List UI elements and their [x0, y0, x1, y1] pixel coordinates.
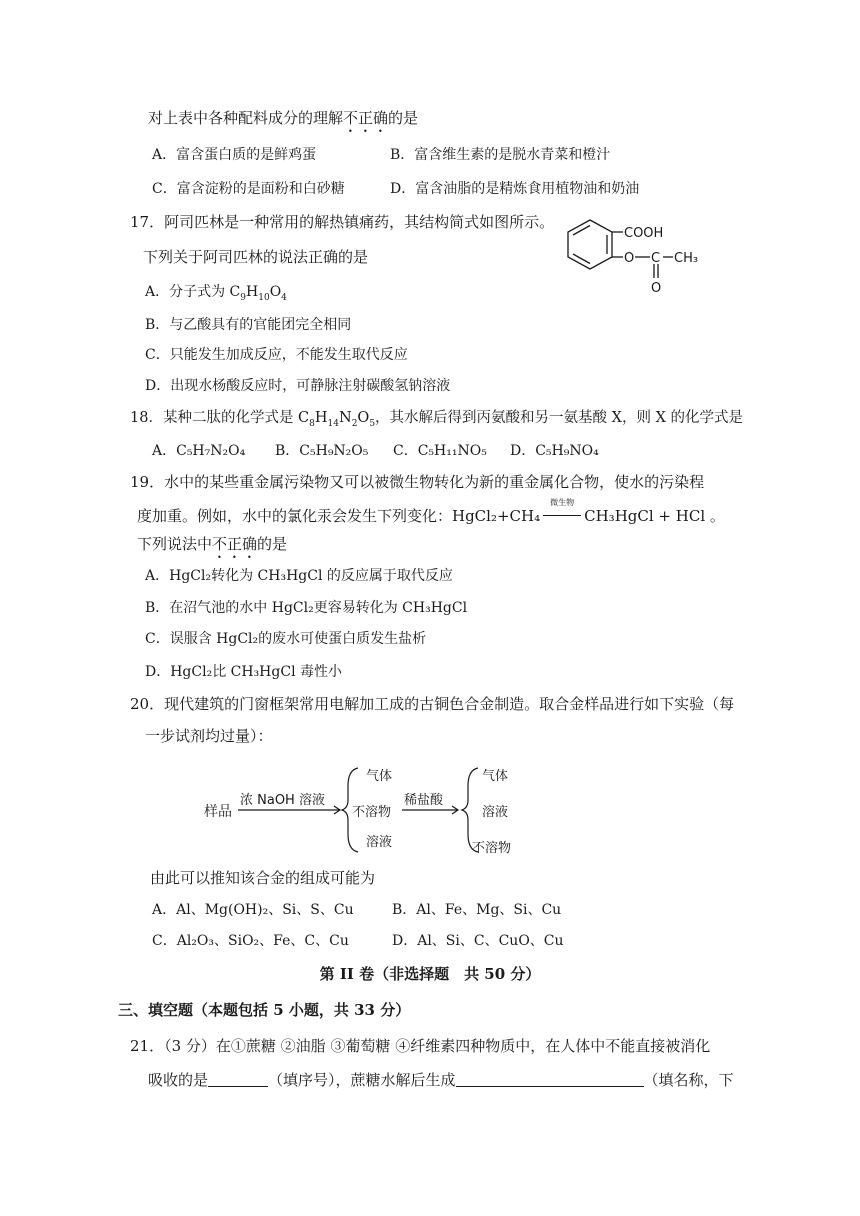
q21-blank-2[interactable]: [456, 1070, 644, 1087]
q18-option-d: D．C₅H₉NO₄: [510, 443, 599, 459]
q16-stem-end: 的是: [388, 109, 419, 127]
q16-option-c: C．富含淀粉的是面粉和白砂糖: [152, 181, 345, 197]
flow-reagent-naoh: 浓 NaOH 溶液: [240, 793, 325, 808]
q18-option-a: A．C₅H₇N₂O₄: [152, 443, 246, 459]
q17-option-a: [145, 282, 287, 308]
q19-substem: [137, 534, 287, 562]
reaction-arrow-line: [543, 515, 581, 516]
q17-a-text: A．分子式为 C: [145, 284, 241, 300]
q16-stem-text: 对上表中各种配料成分的理解: [148, 109, 344, 127]
q17-option-b: B．与乙酸具有的官能团完全相同: [145, 317, 352, 333]
q17-a-sub3: 4: [281, 292, 287, 303]
flow-sample: 样品: [204, 804, 232, 820]
q18-h: H: [314, 410, 328, 426]
q18-stem-text: 18．某种二肽的化学式是 C: [130, 410, 310, 426]
q17-a-sub2: 10: [258, 292, 270, 303]
q20-option-c: C．Al₂O₃、SiO₂、Fe、C、Cu: [152, 933, 349, 949]
q21-line2-text: 吸收的是: [148, 1071, 209, 1089]
aspirin-structure: [558, 212, 718, 298]
q17-substem: 下列关于阿司匹林的说法正确的是: [143, 248, 369, 266]
flow-reagent-hcl: 稀盐酸: [404, 793, 444, 808]
q20-stem-line2: 一步试剂均过量）：: [145, 727, 273, 745]
structure-cooh: COOH: [624, 226, 664, 241]
q21-line1: 21．（3 分）在①蔗糖 ②油脂 ③葡萄糖 ④纤维素四种物质中，在人体中不能直接被消化: [130, 1037, 711, 1055]
q18-sub4: 5: [369, 418, 376, 429]
q18-n: N: [339, 410, 352, 426]
q20-option-d: D．Al、Si、C、CuO、Cu: [392, 933, 564, 949]
q16-emphasis: 不正确: [343, 109, 389, 127]
reaction-arrow: [541, 498, 583, 526]
q17-option-c: C．只能发生加成反应，不能发生取代反应: [145, 347, 408, 363]
q19-stem-line1: 19．水中的某些重金属污染物又可以被微生物转化为新的重金属化合物，使水的污染程: [130, 473, 705, 491]
q17-a-sub1: 9: [240, 292, 247, 303]
q20-option-a: A．Al、Mg(OH)₂、Si、S、Cu: [152, 902, 354, 918]
q16-option-d: D．富含油脂的是精炼食用植物油和奶油: [390, 181, 640, 197]
structure-ester-o: O: [624, 251, 635, 266]
q21-line2-mid: （填序号），蔗糖水解后生成: [268, 1071, 456, 1089]
structure-carbonyl-o: O: [651, 281, 662, 296]
q21-line2-end: （填名称，下: [643, 1071, 734, 1089]
q17-stem: 17．阿司匹林是一种常用的解热镇痛药，其结构简式如图所示。: [130, 213, 555, 231]
structure-methyl: CH₃: [674, 251, 699, 266]
q19-option-b: B．在沼气池的水中 HgCl₂更容易转化为 CH₃HgCl: [145, 600, 468, 616]
q18-sub3: 2: [351, 418, 358, 429]
q20-stem-line1: 20．现代建筑的门窗框架常用电解加工成的古铜色合金制造。取合金样品进行如下实验（每: [130, 695, 735, 713]
q16-stem: [148, 108, 418, 136]
q19-option-d: D．HgCl₂比 CH₃HgCl 毒性小: [145, 664, 342, 680]
q19-sub-text: 下列说法中: [137, 535, 213, 553]
q19-stem2-text: 度加重。例如，水中的氯化汞会发生下列变化：HgCl₂+CH₄: [137, 507, 541, 525]
q19-option-c: C．误服含 HgCl₂的废水可使蛋白质发生盐析: [145, 631, 427, 647]
flow-solution-2: 溶液: [482, 805, 509, 820]
section-3-heading: 三、填空题（本题包括 5 小题，共 33 分）: [118, 1001, 411, 1019]
q19-option-a: A．HgCl₂转化为 CH₃HgCl 的反应属于取代反应: [145, 568, 453, 584]
q18-stem: [130, 408, 743, 434]
q18-sub1: 8: [309, 418, 315, 429]
q17-a-h: H: [246, 284, 259, 300]
q16-option-a: A．富含蛋白质的是鲜鸡蛋: [152, 147, 317, 163]
flow-gas-2: 气体: [482, 769, 509, 784]
flow-solution-1: 溶液: [366, 835, 393, 850]
section-2-title: 第 II 卷（非选择题 共 50 分）: [319, 965, 541, 983]
q19-emphasis: 不正确: [212, 535, 258, 553]
q21-line2: [148, 1070, 734, 1090]
q18-option-b: B．C₅H₉N₂O₅: [275, 443, 369, 459]
q17-a-o: O: [269, 284, 282, 300]
q18-stem-end: ，其水解后得到丙氨酸和另一氨基酸 X，则 X 的化学式是: [375, 410, 744, 426]
flow-gas-1: 气体: [366, 769, 393, 784]
reaction-catalyst: 微生物: [550, 498, 575, 507]
q17-option-d: D．出现水杨酸反应时，可静脉注射碳酸氢钠溶液: [145, 378, 451, 394]
q16-option-b: B．富含维生素的是脱水青菜和橙汁: [390, 147, 611, 163]
q19-stem2-end: CH₃HgCl + HCl 。: [584, 507, 725, 525]
q19-sub-end: 的是: [257, 535, 288, 553]
flow-insoluble-1: 不溶物: [352, 805, 392, 820]
q18-option-c: C．C₅H₁₁NO₅: [393, 443, 487, 459]
q20-flow-diagram: [200, 760, 530, 860]
q18-sub2: 14: [327, 418, 339, 429]
q20-substem: 由此可以推知该合金的组成可能为: [150, 869, 376, 887]
structure-carbon: C: [651, 251, 661, 266]
q21-blank-1[interactable]: [208, 1070, 268, 1087]
q19-stem-line2: [137, 498, 725, 526]
q20-option-b: B．Al、Fe、Mg、Si、Cu: [392, 902, 562, 918]
q18-o: O: [357, 410, 370, 426]
flow-insoluble-2: 不溶物: [472, 841, 512, 856]
